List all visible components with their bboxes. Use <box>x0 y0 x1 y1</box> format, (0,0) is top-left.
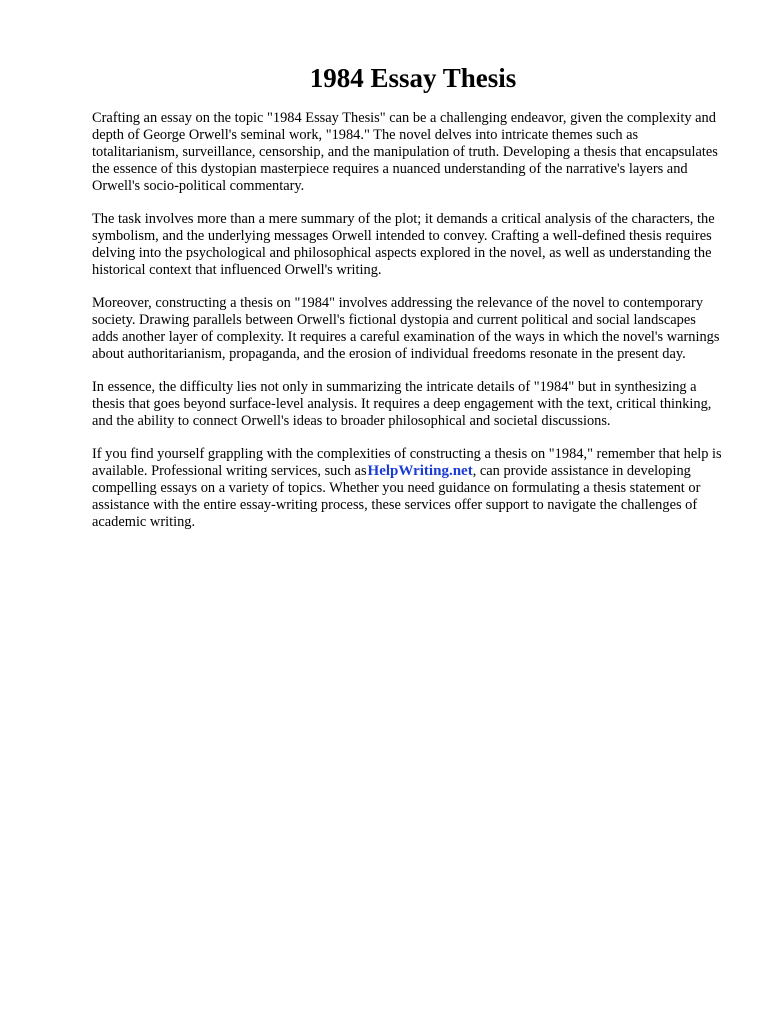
paragraph-4: In essence, the difficulty lies not only in summarizing the intricate details of "1984" but in synthesizing a thesis that goes beyond surface-level analysis. It requires a deep engagement with the text, critical thinking, and the ability to connect Orwell's ideas to broader philosophical and societal discussions. <box>92 379 712 429</box>
paragraph-1: Crafting an essay on the topic "1984 Essay Thesis" can be a challenging endeavor, given the complexity and depth of George Orwell's seminal work, "1984." The novel delves into intricate themes such as totalitarianism, surveillance, censorship, and the manipulation of truth. Developing a thesis that encapsulates the essence of this dystopian masterpiece requires a nuanced understanding of the narrative's layers and Orwell's socio-political commentary. <box>92 110 718 194</box>
page-title: 1984 Essay Thesis <box>309 63 517 93</box>
paragraph-5 <box>92 446 724 531</box>
paragraph-5-before-link: If you find yourself grappling with the complexities of constructing a thesis on "1984," remember that help is available. Professional writing services, such as <box>92 446 722 479</box>
paragraph-5-after-link: , can provide assistance in developing compelling essays on a variety of topics. Whether you need guidance on formulating a thesis statement or assistance with the entire essay-writing process, these services offer support to navigate the challenges of academic writing. <box>92 463 701 530</box>
document-page <box>92 62 724 547</box>
helpwriting-link[interactable]: HelpWriting.net <box>367 463 473 479</box>
paragraph-3: Moreover, constructing a thesis on "1984" involves addressing the relevance of the novel to contemporary society. Drawing parallels between Orwell's fictional dystopia and current political and social landscapes adds another layer of complexity. It requires a careful examination of the ways in which the novel's warnings about authoritarianism, propaganda, and the erosion of individual freedoms resonate in the present day. <box>92 295 720 362</box>
paragraph-2: The task involves more than a mere summary of the plot; it demands a critical analysis of the characters, the symbolism, and the underlying messages Orwell intended to convey. Crafting a well-defined thesis requires delving into the psychological and philosophical aspects explored in the novel, as well as understanding the historical context that influenced Orwell's writing. <box>92 211 715 278</box>
